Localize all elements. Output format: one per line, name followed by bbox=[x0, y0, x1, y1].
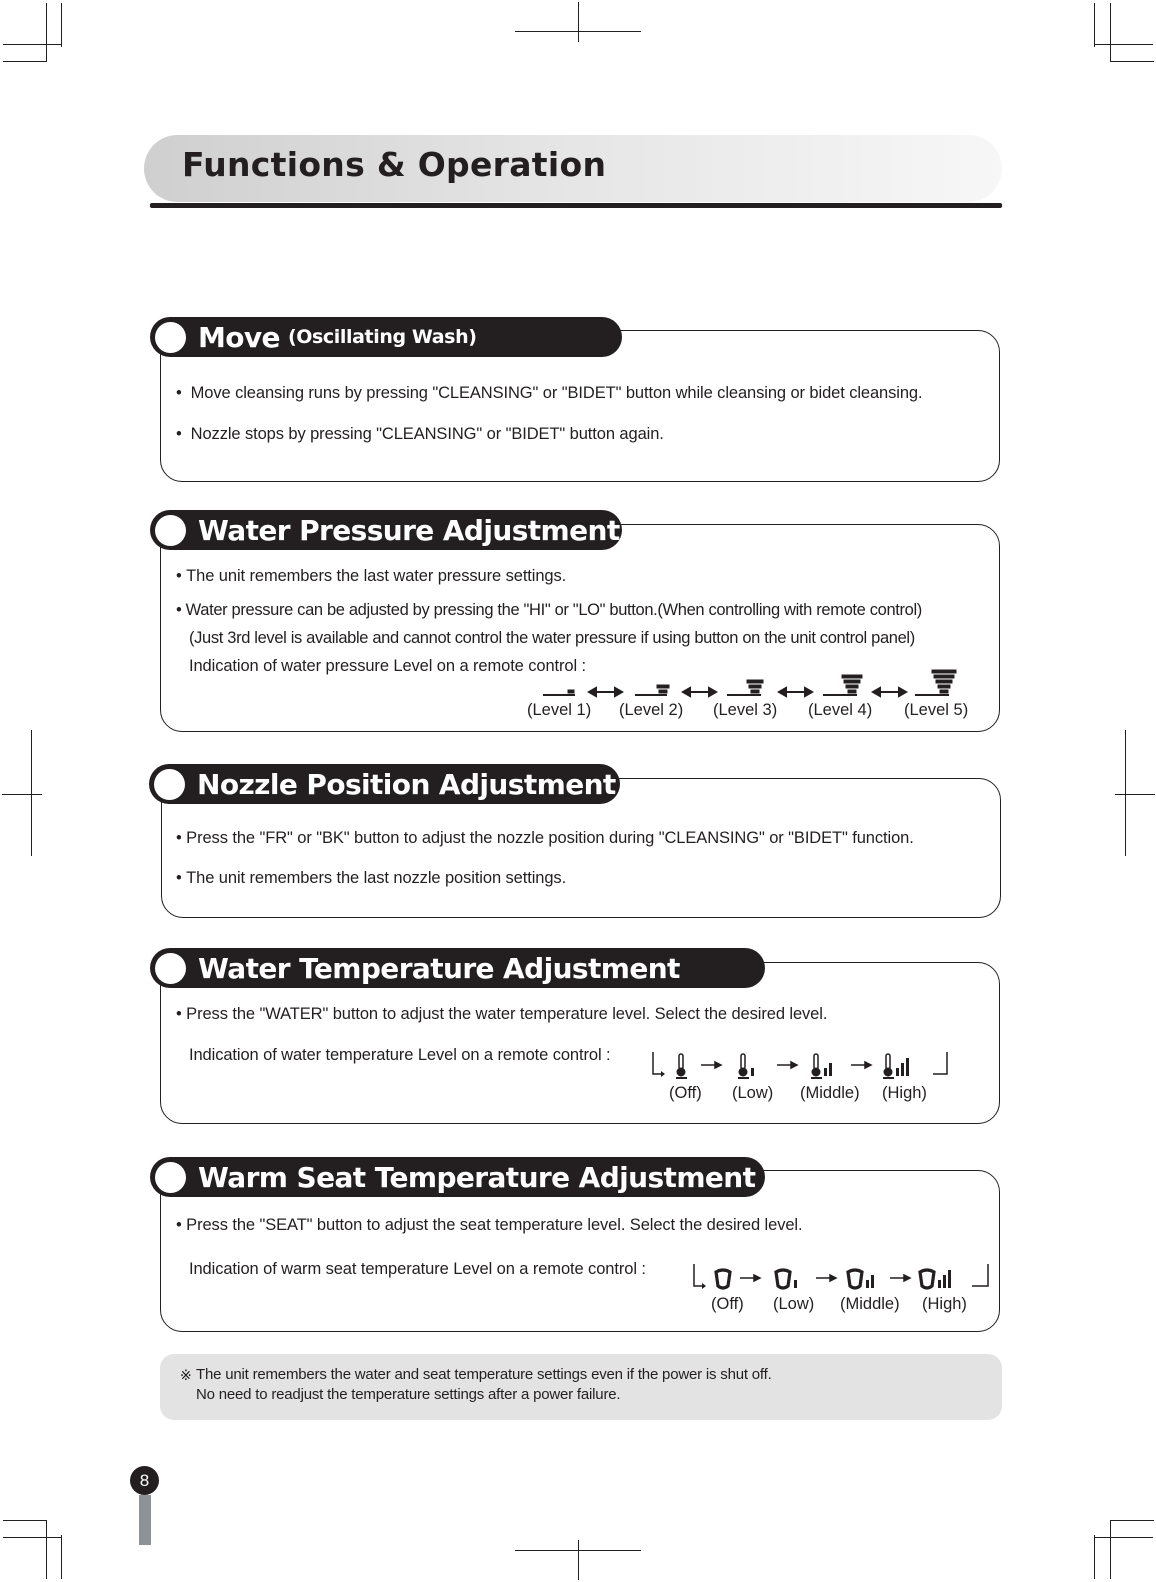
double-arrow-icon bbox=[873, 688, 906, 696]
level-label: (Level 2) bbox=[619, 701, 684, 719]
bullet-line: • Water pressure can be adjusted by pressing the "HI" or "LO" button.(When controlling with remote control) bbox=[176, 601, 922, 619]
level-label: (High) bbox=[922, 1295, 967, 1313]
bullet-circle-icon bbox=[155, 515, 186, 546]
section-title: Warm Seat Temperature Adjustment bbox=[198, 1160, 756, 1194]
crop-mark bbox=[1110, 1520, 1154, 1521]
arrow-right-icon bbox=[851, 1062, 871, 1068]
bullet-line: • Press the "FR" or "BK" button to adjust the nozzle position during "CLEANSING" or "BIDET" function. bbox=[176, 829, 914, 847]
level-label: (Low) bbox=[732, 1084, 774, 1102]
double-arrow-icon bbox=[683, 688, 716, 696]
bullet-circle-icon bbox=[155, 953, 186, 984]
thermometer-high-icon bbox=[883, 1054, 909, 1078]
level-label: (Middle) bbox=[840, 1295, 900, 1313]
pressure-level-5-icon bbox=[915, 670, 956, 695]
bullet-line: • Nozzle stops by pressing "CLEANSING" or "BIDET" button again. bbox=[176, 425, 664, 443]
crop-mark bbox=[46, 1521, 47, 1579]
section-subtitle: (Oscillating Wash) bbox=[287, 326, 477, 348]
double-arrow-icon bbox=[589, 688, 622, 696]
thermometer-off-icon bbox=[676, 1054, 687, 1078]
level-label: (Off) bbox=[669, 1084, 702, 1102]
crop-mark bbox=[31, 730, 32, 856]
section-nozzle-header bbox=[149, 764, 620, 804]
level-label: (Off) bbox=[711, 1295, 744, 1313]
crop-mark bbox=[578, 2, 579, 42]
level-label: (High) bbox=[882, 1084, 927, 1102]
header-rule bbox=[150, 203, 1002, 208]
crop-mark bbox=[3, 1537, 61, 1538]
crop-mark bbox=[1110, 61, 1154, 62]
note-line: No need to readjust the temperature settings after a power failure. bbox=[196, 1386, 621, 1403]
bullet-circle-icon bbox=[155, 1162, 186, 1193]
section-title: Water Pressure Adjustment bbox=[198, 513, 620, 547]
section-seat-temp-header bbox=[150, 1157, 765, 1197]
bullet-circle-icon bbox=[155, 322, 186, 353]
crop-mark bbox=[515, 31, 641, 32]
crop-mark bbox=[3, 1520, 47, 1521]
level-label: (Level 1) bbox=[527, 701, 592, 719]
pressure-level-icons bbox=[535, 664, 975, 700]
arrow-right-icon bbox=[701, 1062, 721, 1068]
page-number: 8 bbox=[130, 1466, 159, 1495]
crop-mark bbox=[1094, 3, 1095, 47]
seat-temp-level-icons bbox=[692, 1262, 992, 1296]
crop-mark bbox=[1095, 44, 1153, 45]
crop-mark bbox=[2, 794, 42, 795]
double-arrow-icon bbox=[779, 688, 812, 696]
thermometer-middle-icon bbox=[811, 1054, 832, 1078]
level-label: (Level 3) bbox=[713, 701, 778, 719]
pressure-level-3-icon bbox=[727, 680, 763, 695]
level-label: (Middle) bbox=[800, 1084, 860, 1102]
crop-mark bbox=[3, 44, 61, 45]
arrow-right-icon bbox=[816, 1275, 836, 1281]
level-label: (Low) bbox=[773, 1295, 815, 1313]
crop-mark bbox=[515, 1550, 641, 1551]
level-label: (Level 4) bbox=[808, 701, 873, 719]
page-tab-bar bbox=[139, 1495, 151, 1545]
level-label: (Level 5) bbox=[904, 701, 969, 719]
bullet-line: • The unit remembers the last nozzle position settings. bbox=[176, 869, 567, 887]
bullet-line: • Move cleansing runs by pressing "CLEANSING" or "BIDET" button while cleansing or bidet cleansing. bbox=[176, 384, 923, 402]
thermometer-low-icon bbox=[738, 1054, 754, 1078]
section-title: Move bbox=[198, 320, 280, 354]
crop-mark bbox=[578, 1540, 579, 1580]
note-mark: ※ bbox=[180, 1367, 192, 1383]
crop-mark bbox=[46, 3, 47, 61]
seat-low-icon bbox=[776, 1270, 797, 1288]
crop-mark bbox=[3, 61, 47, 62]
crop-mark bbox=[1110, 1521, 1111, 1579]
bullet-line: • Press the "WATER" button to adjust the water temperature level. Select the desired level. bbox=[176, 1005, 828, 1023]
arrow-right-icon bbox=[777, 1062, 797, 1068]
section-title: Nozzle Position Adjustment bbox=[197, 767, 616, 801]
seat-high-icon bbox=[920, 1270, 951, 1288]
page-title: Functions & Operation bbox=[182, 145, 607, 184]
water-temp-level-icons bbox=[651, 1050, 951, 1084]
seat-middle-icon bbox=[848, 1270, 874, 1288]
crop-mark bbox=[61, 3, 62, 47]
crop-mark bbox=[1095, 1537, 1153, 1538]
text-line: Indication of water pressure Level on a remote control : bbox=[189, 657, 587, 675]
section-water-temp-header bbox=[150, 948, 765, 988]
section-title: Water Temperature Adjustment bbox=[198, 951, 680, 985]
crop-mark bbox=[1110, 3, 1111, 61]
crop-mark bbox=[1125, 730, 1126, 856]
text-line: Indication of warm seat temperature Level on a remote control : bbox=[189, 1260, 646, 1278]
bullet-line: • Press the "SEAT" button to adjust the seat temperature level. Select the desired level. bbox=[176, 1216, 803, 1234]
crop-mark bbox=[61, 1535, 62, 1579]
crop-mark bbox=[1115, 794, 1155, 795]
text-line: Indication of water temperature Level on a remote control : bbox=[189, 1046, 611, 1064]
section-pressure-header bbox=[150, 510, 622, 550]
crop-mark bbox=[1094, 1535, 1095, 1579]
bullet-line: • The unit remembers the last water pressure settings. bbox=[176, 567, 567, 585]
pressure-level-4-icon bbox=[823, 675, 862, 695]
arrow-right-icon bbox=[890, 1275, 910, 1281]
bullet-circle-icon bbox=[154, 769, 185, 800]
pressure-level-2-icon bbox=[635, 685, 669, 695]
section-move-header bbox=[150, 317, 622, 357]
text-line: (Just 3rd level is available and cannot control the water pressure if using button on the unit control panel) bbox=[189, 629, 915, 647]
note-line: The unit remembers the water and seat temperature settings even if the power is shut off. bbox=[196, 1366, 772, 1383]
seat-off-icon bbox=[716, 1270, 730, 1288]
arrow-right-icon bbox=[740, 1275, 760, 1281]
pressure-level-1-icon bbox=[543, 690, 575, 695]
